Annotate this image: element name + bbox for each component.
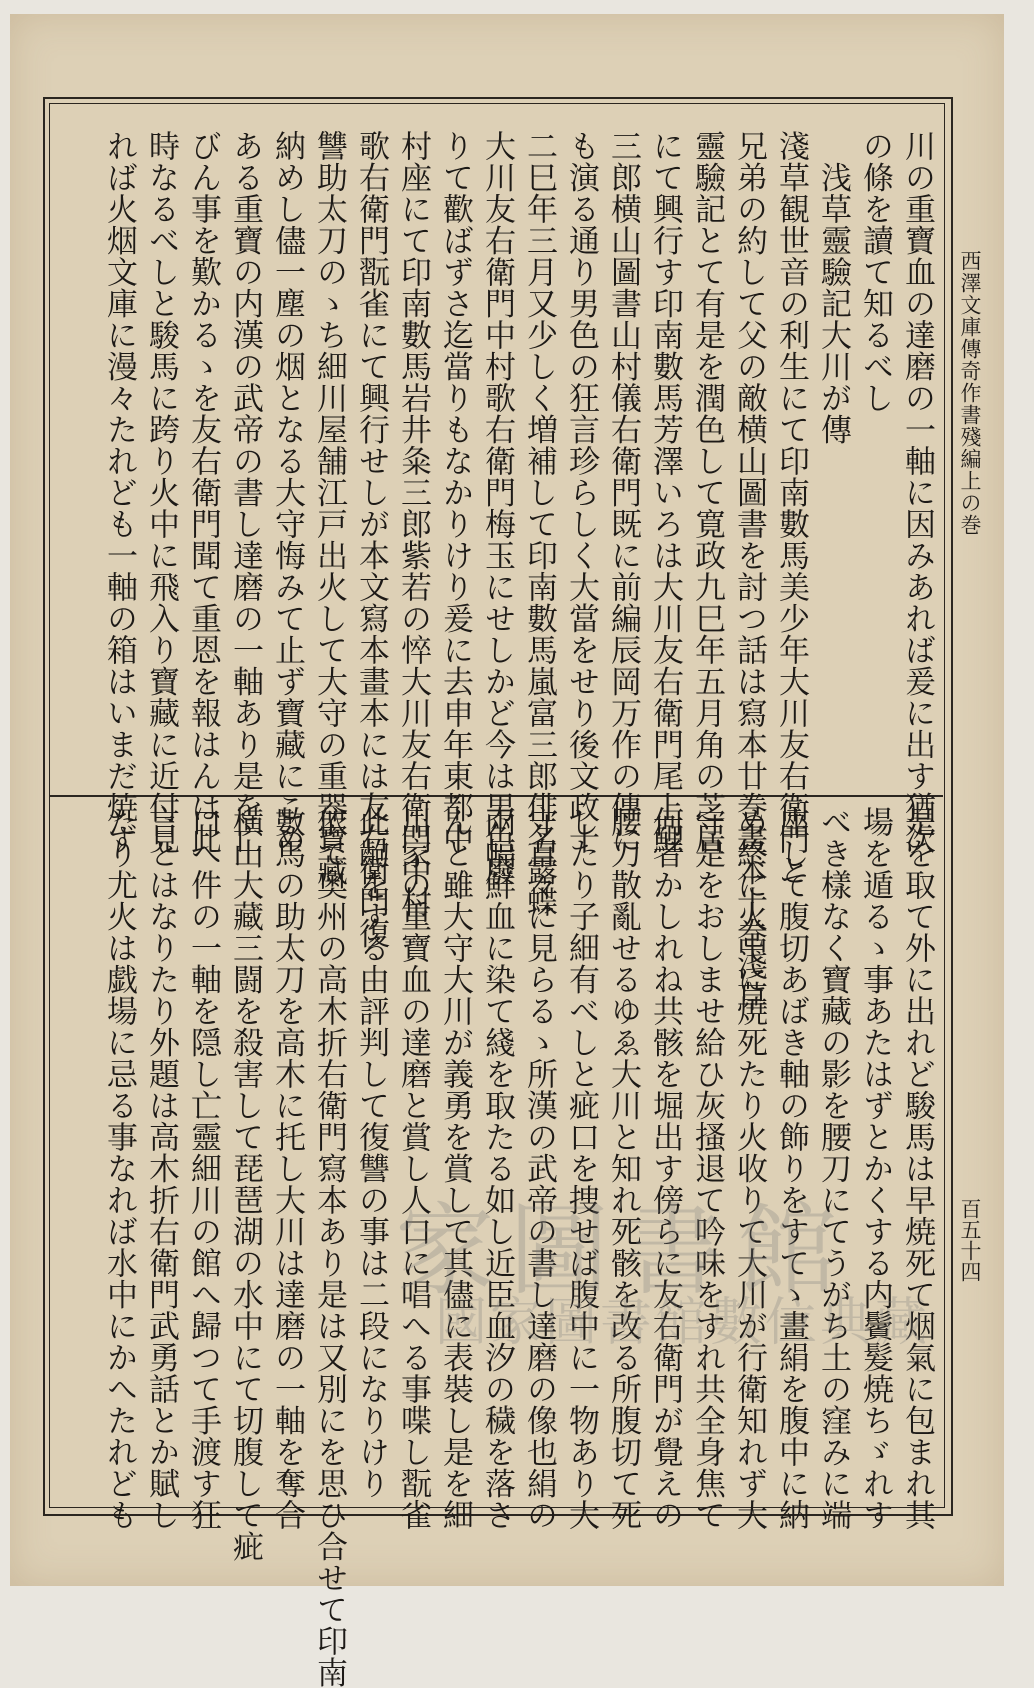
text-column: 三郎横山圖書山村儀右衛門既に前編辰岡万作の傳に bbox=[605, 130, 641, 855]
text-column: 靈驗記とて有是を潤色して寛政九巳年五月角の芝居 bbox=[689, 130, 725, 855]
text-column: 村座にて印南數馬岩井粂三郎紫若の悴大川友右衛門中村 bbox=[395, 130, 431, 918]
text-column: たり尤火は戯場に忌る事なれば水中にかへたれども bbox=[101, 806, 137, 1531]
running-head: 西澤文庫傳奇作書殘編上の巻 bbox=[958, 250, 982, 536]
text-column: 兄弟の約して父の敵横山圖書を討つ話は寫本廿巻畫本十巻淺草 bbox=[731, 130, 767, 1012]
text-column: 讐助太刀のゝち細川屋舗江戸出火して大守の重器寶藏 bbox=[311, 130, 347, 886]
text-column: 依て奥州の高木折右衛門寫本あり是は又別にを思ひ合せて印南 bbox=[311, 806, 347, 1688]
page-number: 百五十四 bbox=[958, 1198, 982, 1282]
text-column: 守直々に見らるゝ所漢の武帝の書し達磨の像也絹の bbox=[521, 806, 557, 1531]
text-column: 數馬の助太刀を高木に托し大川は達磨の一軸を奪合 bbox=[269, 806, 305, 1531]
text-column: 歌右衛門翫雀にて興行せしが本文寫本畫本には友右衛門復 bbox=[353, 130, 389, 949]
watermark-main-text: 家圖書館 bbox=[395, 1192, 851, 1309]
text-column: 大川友右衛門中村歌右衛門梅玉にせしかど今は男色廢 bbox=[479, 130, 515, 886]
text-column: びん事を歎かるゝを友右衛門聞て重恩を報はんは此 bbox=[185, 130, 221, 855]
text-column: 座して腹切あばき軸の飾りをすてゝ畫絹を腹中に納 bbox=[773, 806, 809, 1531]
library-watermark bbox=[395, 1170, 995, 1390]
text-column: 何者かしれね共骸を堀出す傍らに友右衛門が覺えの bbox=[647, 806, 683, 1531]
text-column: 守是をおしませ給ひ灰搔退て吟味をすれ共全身焦て bbox=[689, 806, 725, 1531]
text-column: んと雖大守大川が義勇を賞して其儘に表裝し是を細 bbox=[437, 806, 473, 1531]
watermark-sub-text: 國家圖書館數位典藏 bbox=[435, 1293, 931, 1353]
text-column: ある重寶の内漢の武帝の書し達磨の一軸あり是を亡 bbox=[227, 130, 263, 855]
text-column: 時なるべしと駿馬に跨り火中に飛入り寶藏に近付見 bbox=[143, 130, 179, 855]
text-column: りて歡ばずさ迄當りもなかりけり爰に去申年東都中 bbox=[437, 130, 473, 855]
text-column: したり子細有べしと疵口を捜せば腹中に一物あり大 bbox=[563, 806, 599, 1531]
text-column: 言とはなりたり外題は高木折右衛門武勇話とか賦し bbox=[143, 806, 179, 1531]
text-column: 浅草靈驗記大川が傳 bbox=[815, 130, 851, 445]
text-column: 兩幅鮮血に染て綫を取たる如し近臣血汐の穢を落さ bbox=[479, 806, 515, 1531]
text-column: 川の重寶血の達磨の一軸に因みあれば爰に出す猶次 bbox=[899, 130, 935, 855]
text-column: 納めし儘一塵の烟となる大守悔みて止ず寶藏にこめ bbox=[269, 130, 305, 855]
text-column: 腰刀散亂せるゆゑ大川と知れ死骸を改る所腹切て死 bbox=[605, 806, 641, 1531]
text-column: 横山大藏三闘を殺害して琵琶湖の水中にて切腹して疵 bbox=[227, 806, 263, 1562]
text-column: べき樣なく寶藏の影を腰刀にてうがち土の窪みに端 bbox=[815, 806, 851, 1531]
text-column: め終に火中に焼死たり火收りて大川が行衛知れず大 bbox=[731, 806, 767, 1531]
text-column: 淺草観世音の利生にて印南數馬美少年大川友右衛門と bbox=[773, 130, 809, 886]
text-column: 二巳年三月又少しく増補して印南數馬嵐富三郎俳名露蝶 bbox=[521, 130, 557, 918]
text-column: れば火烟文庫に漫々たれども一軸の箱はいまだ焼ず bbox=[101, 130, 137, 855]
text-column: 口へ件の一軸を隠し亡靈細川の館へ歸つて手渡す狂 bbox=[185, 806, 221, 1531]
text-column: 此齣をする由評判して復讐の事は二段になりけり bbox=[353, 806, 389, 1499]
text-column: の條を讀て知るべし bbox=[857, 130, 893, 414]
text-column: も演る通り男色の狂言珍らしく大當をせり後文政十 bbox=[563, 130, 599, 855]
text-column: 是を取て外に出れど駿馬は早焼死て烟氣に包まれ其 bbox=[899, 806, 935, 1531]
text-column: 川家の重寶血の達磨と賞し人口に唱へる事喋し翫雀 bbox=[395, 806, 431, 1531]
text-column: 場を遁るゝ事あたはずとかくする内鬢髮焼ちゞれす bbox=[857, 806, 893, 1531]
text-column: にて興行す印南數馬芳澤いろは大川友右衛門尾上鯉 bbox=[647, 130, 683, 855]
